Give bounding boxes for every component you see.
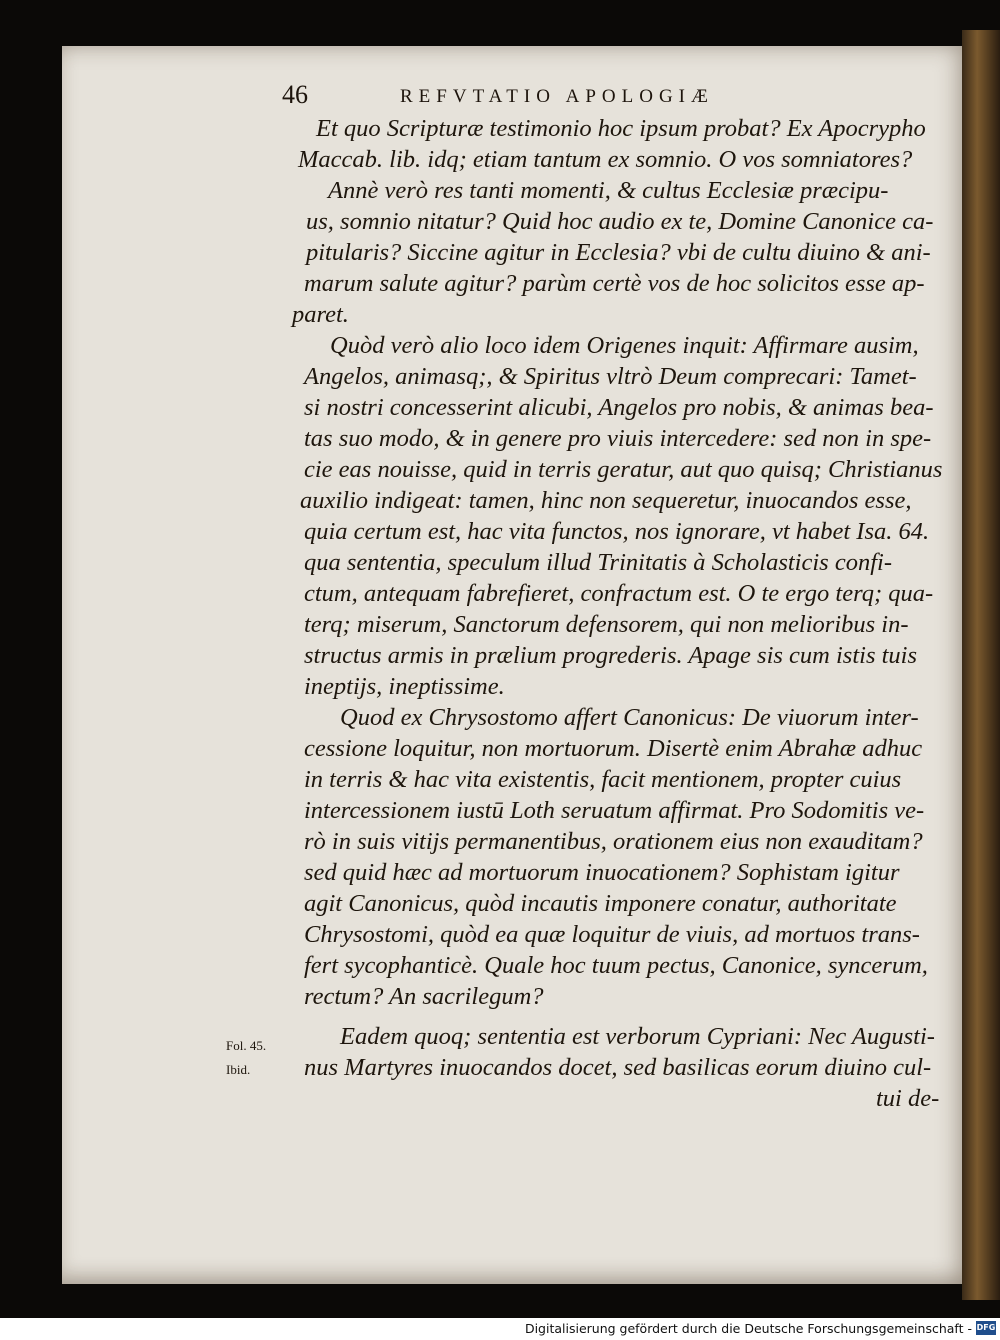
text-line: si nostri concesserint alicubi, Angelos pro nobis, & animas bea- (304, 394, 934, 421)
text-line: rectum? An sacrilegum? (304, 983, 544, 1010)
text-line: in terris & hac vita existentis, facit mentionem, propter cuius (304, 766, 902, 793)
text-line: cie eas nouisse, quid in terris geratur, aut quo quisq; Christianus (304, 456, 943, 483)
text-line: terq; miserum, Sanctorum defensorem, qui non melioribus in- (304, 611, 909, 638)
text-line: structus armis in prælium progrederis. Apage sis cum istis tuis (304, 642, 918, 669)
margin-note: Fol. 45. (226, 1038, 267, 1053)
text-line: Quòd verò alio loco idem Origenes inquit: Affirmare ausim, (330, 332, 919, 359)
text-line: fert sycophanticè. Quale hoc tuum pectus, Canonice, syncerum, (304, 952, 928, 979)
text-line: nus Martyres inuocandos docet, sed basilicas eorum diuino cul- (304, 1054, 932, 1081)
text-line: quia certum est, hac vita functos, nos ignorare, vt habet Isa. 64. (304, 518, 930, 545)
text-line: Chrysostomi, quòd ea quæ loquitur de viuis, ad mortuos trans- (304, 921, 920, 948)
text-line: pitularis? Siccine agitur in Ecclesia? vbi de cultu diuino & ani- (306, 239, 931, 266)
dfg-logo: DFG (976, 1321, 996, 1335)
text-line: rò in suis vitijs permanentibus, orationem eius non exauditam? (304, 828, 923, 855)
text-line: ineptijs, ineptissime. (304, 673, 505, 700)
text-line: qua sententia, speculum illud Trinitatis à Scholasticis confi- (304, 549, 892, 576)
text-line: ctum, antequam fabrefieret, confractum est. O te ergo terq; qua- (304, 580, 934, 607)
text-line: agit Canonicus, quòd incautis imponere conatur, authoritate (304, 890, 897, 917)
text-line: Annè verò res tanti momenti, & cultus Ecclesiæ præcipu- (328, 177, 889, 204)
text-line: auxilio indigeat: tamen, hinc non sequeretur, inuocandos esse, (300, 487, 912, 514)
text-line: Eadem quoq; sententia est verborum Cypriani: Nec Augusti- (340, 1023, 935, 1050)
text-line: Maccab. lib. idq; etiam tantum ex somnio. O vos somniatores? (298, 146, 913, 173)
footer-credit: Digitalisierung gefördert durch die Deutsche Forschungsgemeinschaft - (524, 1321, 972, 1336)
text-line: Quod ex Chrysostomo affert Canonicus: De viuorum inter- (340, 704, 919, 731)
margin-note: Ibid. (226, 1062, 251, 1077)
text-line: sed quid hæc ad mortuorum inuocationem? Sophistam igitur (304, 859, 900, 886)
running-title: REFVTATIO APOLOGIÆ (400, 86, 714, 107)
text-line: tui de- (876, 1085, 940, 1112)
text-line: intercessionem iustū Loth seruatum affirmat. Pro Sodomitis ve- (304, 797, 925, 824)
page-number: 46 (282, 80, 308, 109)
text-line: tas suo modo, & in genere pro viuis intercedere: sed non in spe- (304, 425, 932, 452)
page-header (282, 80, 922, 114)
book-gutter (962, 30, 1000, 1300)
digitization-footer (0, 1318, 1000, 1340)
text-line: Angelos, animasq;, & Spiritus vltrò Deum comprecari: Tamet- (304, 363, 917, 390)
text-line: Et quo Scripturæ testimonio hoc ipsum probat? Ex Apocrypho (316, 115, 926, 142)
text-line: paret. (292, 301, 349, 328)
text-line: us, somnio nitatur? Quid hoc audio ex te, Domine Canonice ca- (306, 208, 934, 235)
text-line: marum salute agitur? parùm certè vos de hoc solicitos esse ap- (304, 270, 925, 297)
text-line: cessione loquitur, non mortuorum. Disertè enim Abrahæ adhuc (304, 735, 923, 762)
